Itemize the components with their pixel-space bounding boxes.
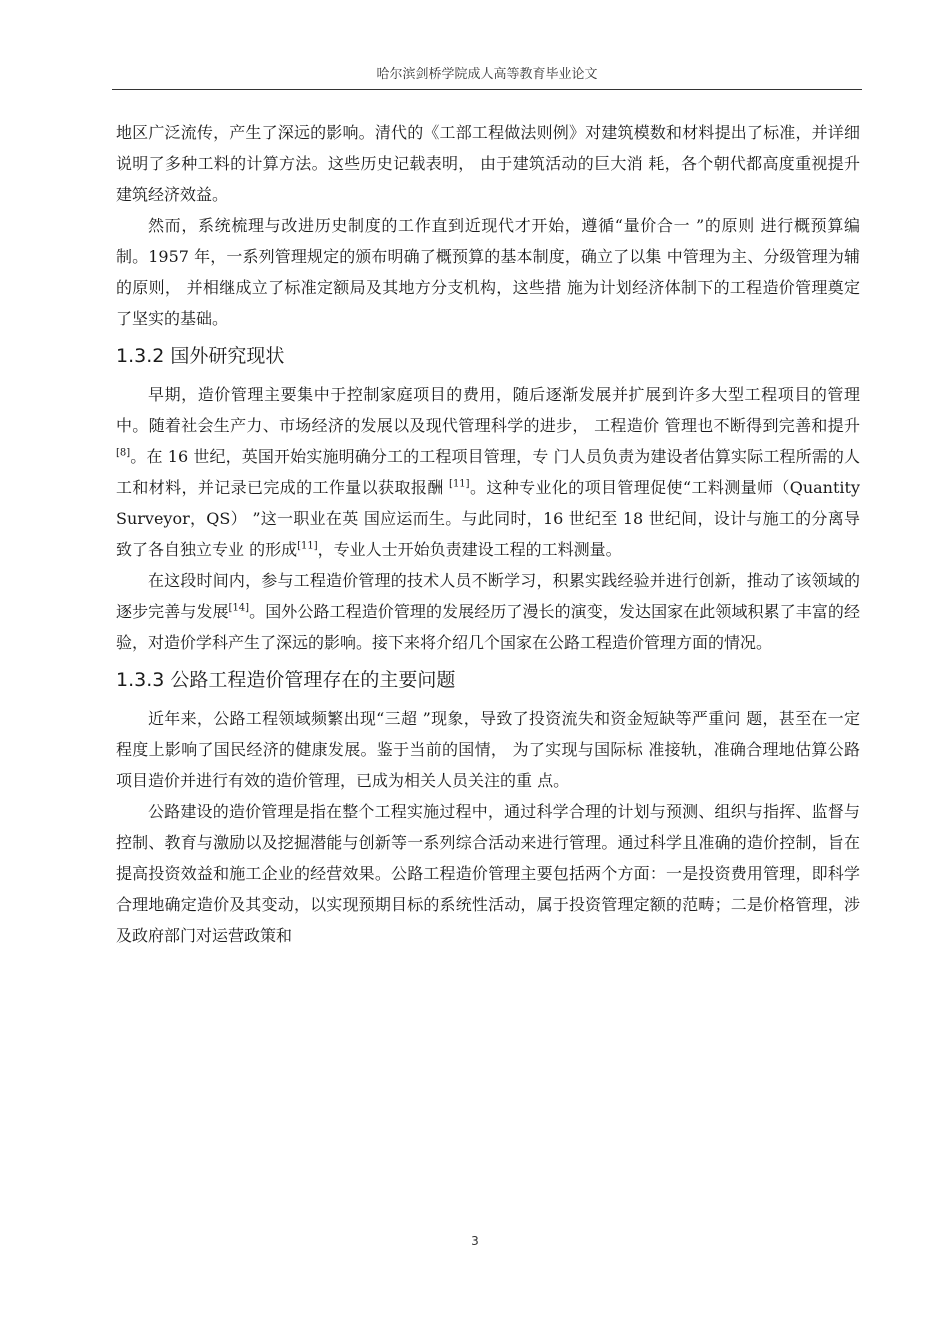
text-run: 在这段时间内，参与工程造价管理的技术人员不断学习，积累实践经验并进行创新，推动了该领域的逐步完善与发展: [116, 571, 860, 621]
text-run: 。这种专业化的项目管理促使“工料测量师（Quantity Surveyor，QS） ”这一职业在英 国应运而生。与此同时，16 世纪至 18 世纪间，设计与施工的分离导致了各自独立专业 的形成: [116, 478, 860, 559]
citation: [8]: [116, 447, 131, 459]
page-number: 3: [471, 1234, 479, 1248]
citation: [11]: [449, 478, 470, 490]
citation: [11]: [297, 540, 318, 552]
paragraph-continued: 地区广泛流传，产生了深远的影响。清代的《工部工程做法则例》对建筑模数和材料提出了标准，并详细说明了多种工料的计算方法。这些历史记载表明， 由于建筑活动的巨大消 耗，各个朝代都高度重视提升建筑经济效益。: [116, 123, 860, 204]
section-heading-1-3-2: 1.3.2 国外研究现状: [116, 345, 285, 367]
citation: [14]: [228, 602, 250, 614]
text-run: ，专业人士开始负责建设工程的工料测量。: [317, 540, 622, 559]
text-run: 。在 16 世纪，英国开始实施明确分工的工程项目管理，专 门人员负责为建设者估算实际工程所需的人工和材料，并记录已完成的工作量以获取报酬: [116, 447, 860, 497]
paragraph-problems: 近年来，公路工程领域频繁出现“三超 ”现象，导致了投资流失和资金短缺等严重问 题，甚至在一定程度上影响了国民经济的健康发展。鉴于当前的国情， 为了实现与国际标 准接轨，准确合理地估算公路项目造价并进行有效的造价管理，已成为相关人员关注的重 点。: [116, 709, 860, 790]
section-heading-1-3-3: 1.3.3 公路工程造价管理存在的主要问题: [116, 669, 456, 691]
paragraph-domestic-history: 然而，系统梳理与改进历史制度的工作直到近现代才开始，遵循“量价合一 ”的原则 进行概预算编制。1957 年，一系列管理规定的颁布明确了概预算的基本制度，确立了以集 中管理为主、分级管理为辅的原则， 并相继成立了标准定额局及其地方分支机构，这些措 施为计划经济体制下的工程造价管理奠定了坚实的基础。: [116, 216, 860, 328]
paragraph-foreign-early: [116, 379, 860, 565]
paragraph-cost-management: 公路建设的造价管理是指在整个工程实施过程中，通过科学合理的计划与预测、组织与指挥、监督与控制、教育与激励以及挖掘潜能与创新等一系列综合活动来进行管理。通过科学且准确的造价控制，旨在提高投资效益和施工企业的经营效果。公路工程造价管理主要包括两个方面：一是投资费用管理，即科学合理地确定造价及其变动，以实现预期目标的系统性活动，属于投资管理定额的范畴；二是价格管理，涉及政府部门对运营政策和: [116, 802, 860, 945]
text-run: 早期，造价管理主要集中于控制家庭项目的费用，随后逐渐发展并扩展到许多大型工程项目的管理中。随着社会生产力、市场经济的发展以及现代管理科学的进步， 工程造价 管理也不断得到完善和提升: [116, 385, 860, 435]
paragraph-foreign-development: [116, 565, 860, 658]
text-run: 。国外公路工程造价管理的发展经历了漫长的演变，发达国家在此领域积累了丰富的经验，对造价学科产生了深远的影响。接下来将介绍几个国家在公路工程造价管理方面的情况。: [116, 602, 860, 652]
document-body: [116, 117, 860, 951]
page-header: 哈尔滨剑桥学院成人高等教育毕业论文: [112, 60, 862, 90]
